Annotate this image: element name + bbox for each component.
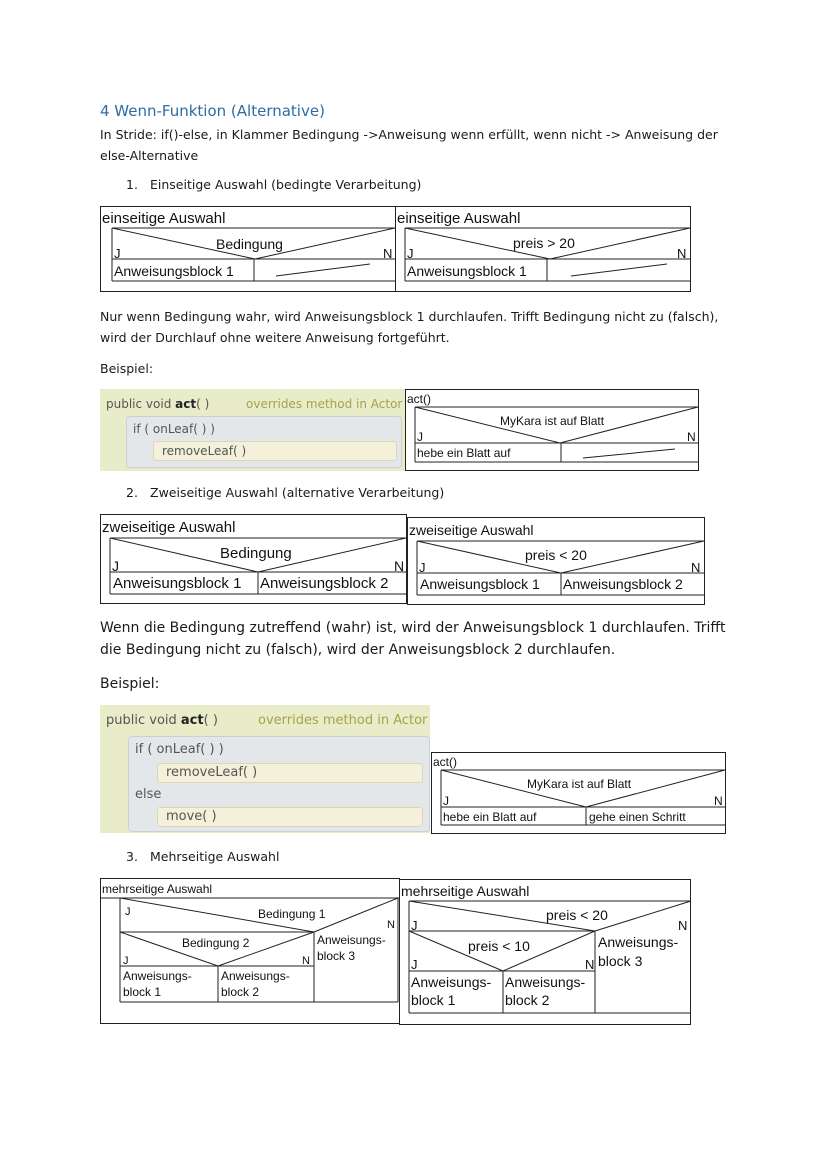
- diagram-title: zweiseitige Auswahl: [102, 519, 236, 536]
- overrides-note: overrides method in Actor: [258, 713, 428, 728]
- struktogramm-einseitig-preis: [395, 206, 691, 292]
- struktogramm-act-einseitig: [405, 389, 699, 471]
- condition-label: MyKara ist auf Blatt: [500, 414, 605, 428]
- yes-label: J: [443, 794, 449, 808]
- yes-label: J: [419, 560, 426, 575]
- condition-label: MyKara ist auf Blatt: [527, 777, 632, 791]
- diagram-title: einseitige Auswahl: [397, 210, 521, 227]
- yes-label: J: [114, 246, 121, 261]
- code-editor-example-2: [100, 705, 430, 833]
- block-1-label-line-1: Anweisungs-: [123, 969, 192, 983]
- block-3-label-line-2: block 3: [598, 953, 643, 969]
- no-label: N: [677, 246, 687, 261]
- condition-2-label: preis < 10: [468, 938, 530, 954]
- condition-label: preis > 20: [513, 235, 575, 251]
- remove-leaf-call: removeLeaf( ): [153, 441, 397, 461]
- block-3-label-line-1: Anweisungs-: [317, 933, 386, 947]
- block-2-label-line-2: block 2: [221, 985, 260, 999]
- remove-leaf-call: removeLeaf( ): [157, 763, 423, 783]
- block-2-label: Anweisungsblock 2: [563, 576, 683, 592]
- paragraph-2-line-1: Wenn die Bedingung zutreffend (wahr) ist, wird der Anweisungsblock 1 durchlaufen. Trifft: [100, 620, 726, 636]
- if-condition: if ( onLeaf( ) ): [135, 742, 224, 757]
- yes-label: J: [407, 246, 414, 261]
- block-label: Anweisungsblock 1: [114, 263, 234, 279]
- move-call: move( ): [157, 807, 423, 827]
- condition-label: preis < 20: [525, 547, 587, 563]
- method-signature: public void act( ): [106, 397, 210, 411]
- list-number-3: 3.: [126, 849, 138, 864]
- no-label: N: [687, 430, 696, 444]
- struktogramm-mehrseitig-generic: [100, 878, 400, 1024]
- diagram-title: act(): [433, 755, 457, 769]
- if-condition: if ( onLeaf( ) ): [133, 422, 215, 436]
- diagram-title: mehrseitige Auswahl: [102, 882, 213, 896]
- yes-label-1: J: [411, 918, 418, 933]
- condition-2-label: Bedingung 2: [182, 936, 250, 950]
- intro-line-2: else-Alternative: [100, 148, 199, 163]
- block-1-label-line-2: block 1: [411, 992, 456, 1008]
- struktogramm-mehrseitig-preis: [399, 879, 691, 1025]
- block-1-label-line-1: Anweisungs-: [411, 974, 492, 990]
- block-3-label-line-1: Anweisungs-: [598, 934, 679, 950]
- list-label-3: Mehrseitige Auswahl: [150, 849, 280, 864]
- section-title: 4 Wenn-Funktion (Alternative): [100, 102, 325, 120]
- struktogramm-act-zweiseitig: [431, 752, 726, 834]
- paragraph-1-line-1: Nur wenn Bedingung wahr, wird Anweisungsblock 1 durchlaufen. Trifft Bedingung nicht zu (falsch),: [100, 309, 719, 324]
- block-3-label-line-2: block 3: [317, 949, 356, 963]
- diagram-title: zweiseitige Auswahl: [409, 522, 534, 538]
- block-1-label-line-2: block 1: [123, 985, 162, 999]
- no-label: N: [691, 560, 701, 575]
- if-block: [126, 416, 402, 468]
- paragraph-2-line-2: die Bedingung nicht zu (falsch), wird der Anweisungsblock 2 durchlaufen.: [100, 642, 616, 658]
- condition-label: Bedingung: [216, 236, 283, 252]
- condition-1-label: preis < 20: [546, 907, 608, 923]
- struktogramm-zweiseitig-preis: [407, 517, 705, 605]
- if-else-block: [128, 736, 430, 832]
- block-2-label: gehe einen Schritt: [589, 810, 686, 824]
- block-1-label: hebe ein Blatt auf: [443, 810, 537, 824]
- block-1-label: Anweisungsblock 1: [113, 575, 242, 592]
- block-2-label: Anweisungsblock 2: [260, 575, 389, 592]
- code-editor-example-1: [100, 389, 405, 471]
- struktogramm-einseitig-generic: [100, 206, 396, 292]
- method-signature: public void act( ): [106, 713, 218, 728]
- list-number-1: 1.: [126, 177, 138, 192]
- yes-label: J: [417, 430, 423, 444]
- diagram-title: einseitige Auswahl: [102, 210, 226, 227]
- no-label: N: [383, 246, 393, 261]
- no-label-2: N: [585, 957, 595, 972]
- block-2-label-line-2: block 2: [505, 992, 550, 1008]
- list-label-1: Einseitige Auswahl (bedingte Verarbeitung): [150, 177, 422, 192]
- block-2-label-line-1: Anweisungs-: [221, 969, 290, 983]
- no-label-1: N: [678, 918, 688, 933]
- list-label-2: Zweiseitige Auswahl (alternative Verarbeitung): [150, 485, 445, 500]
- else-keyword: else: [135, 787, 162, 802]
- paragraph-1-line-2: wird der Durchlauf ohne weitere Anweisung fortgeführt.: [100, 330, 450, 345]
- beispiel-label-1: Beispiel:: [100, 361, 154, 376]
- no-label: N: [714, 794, 723, 808]
- block-label: Anweisungsblock 1: [407, 263, 527, 279]
- no-label-2: N: [302, 955, 310, 967]
- yes-label: J: [112, 558, 119, 574]
- list-number-2: 2.: [126, 485, 138, 500]
- yes-label-2: J: [123, 955, 129, 967]
- yes-label-1: J: [125, 906, 131, 918]
- struktogramm-zweiseitig-generic: [100, 514, 407, 604]
- condition-1-label: Bedingung 1: [258, 907, 326, 921]
- block-1-label: Anweisungsblock 1: [420, 576, 540, 592]
- overrides-note: overrides method in Actor: [246, 397, 403, 411]
- no-label-1: N: [387, 919, 395, 931]
- block-label: hebe ein Blatt auf: [417, 446, 511, 460]
- block-2-label-line-1: Anweisungs-: [505, 974, 586, 990]
- intro-line-1: In Stride: if()-else, in Klammer Bedingung ->Anweisung wenn erfüllt, wenn nicht -> Anweisung der: [100, 127, 718, 142]
- no-label: N: [394, 558, 405, 574]
- diagram-title: mehrseitige Auswahl: [401, 883, 530, 899]
- beispiel-label-2: Beispiel:: [100, 676, 160, 692]
- yes-label-2: J: [411, 957, 418, 972]
- diagram-title: act(): [407, 392, 431, 406]
- condition-label: Bedingung: [220, 545, 292, 562]
